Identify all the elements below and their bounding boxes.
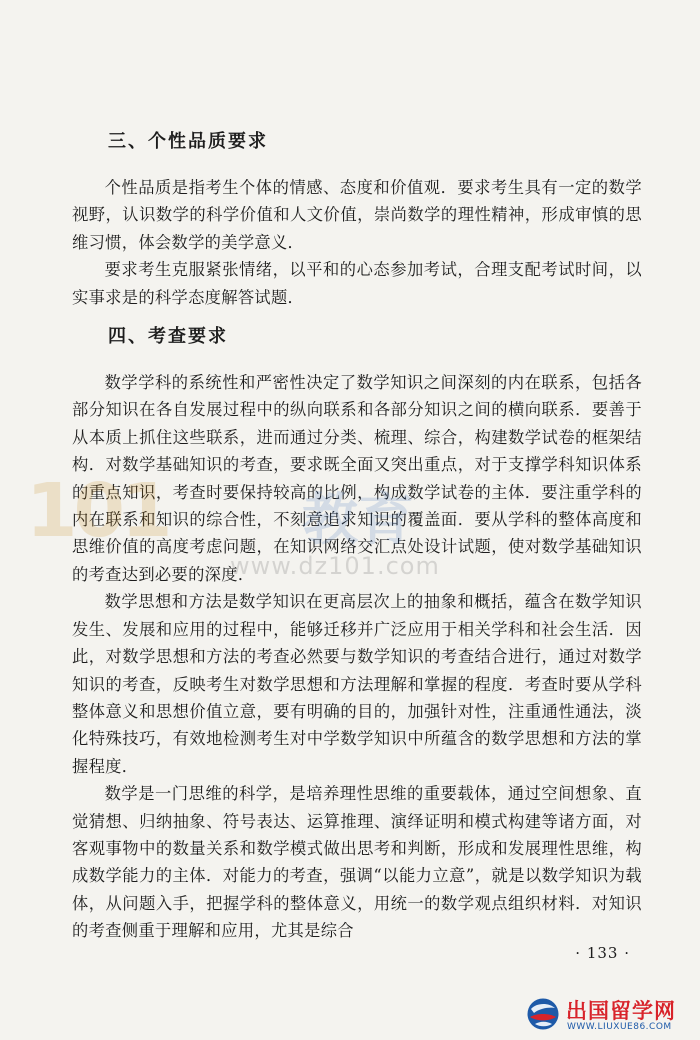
paragraph: 数学是一门思维的科学，是培养理性思维的重要载体，通过空间想象、直觉猜想、归纳抽象、符号表达、运算推理、演绎证明和模式构建等诸方面，对客观事物中的数量关系和数学模式做出思考和判断，形成和发展理性思维，构成数学能力的主体．对能力的考查，强调“以能力立意”，就是以数学知识为载体，从问题入手，把握学科的整体意义，用统一的数学观点组织材料．对知识的考查侧重于理解和应用，尤其是综合: [72, 784, 642, 941]
site-logo[interactable]: [524, 994, 694, 1036]
watermark-url: www.dz101.com: [230, 552, 440, 580]
section-heading: 四、考查要求: [108, 326, 228, 348]
page-number: · 133 ·: [575, 944, 630, 962]
globe-icon: [526, 997, 560, 1031]
paragraph: 数学思想和方法是数学知识在更高层次上的抽象和概括，蕴含在数学知识发生、发展和应用的过程中，能够迁移并广泛应用于相关学科和社会生活．因此，对数学思想和方法的考查必然要与数学知识的考查结合进行，通过对数学知识的考查，反映考生对数学思想和方法理解和掌握的程度．考查时要从学科整体意义和思想价值立意，要有明确的目的，加强针对性，注重通性通法，淡化特殊技巧，有效地检测考生对中学数学知识中所蕴含的数学思想和方法的掌握程度．: [72, 592, 642, 776]
paragraph: 个性品质是指考生个体的情感、态度和价值观．要求考生具有一定的数学视野，认识数学的科学价值和人文价值，崇尚数学的理性精神，形成审慎的思维习惯，体会数学的美学意义．: [72, 178, 642, 252]
site-logo-url: WWW.LIUXUE86.COM: [567, 1022, 672, 1032]
paragraph: 要求考生克服紧张情绪，以平和的心态参加考试，合理支配考试时间，以实事求是的科学态度解答试题．: [72, 260, 642, 307]
section-personality: [72, 128, 642, 311]
paragraph: 数学学科的系统性和严密性决定了数学知识之间深刻的内在联系，包括各部分知识在各自发展过程中的纵向联系和各部分知识之间的横向联系．要善于从本质上抓住这些联系，进而通过分类、梳理、综合，构建数学试卷的框架结构．对数学基础知识的考查，要求既全面又突出重点，对于支撑学科知识体系的重点知识，考查时要保持较高的比例，构成数学试卷的主体．要注重学科的内在联系和知识的综合性，不刻意追求知识的覆盖面．要从学科的整体高度和思维价值的高度考虑问题，在知识网络交汇点处设计试题，使对数学基础知识的考查达到必要的深度．: [72, 373, 642, 584]
site-logo-name: 出国留学网: [566, 999, 676, 1023]
section-heading: 三、个性品质要求: [108, 131, 268, 152]
watermark-brand: 教育: [302, 488, 414, 553]
document-body: [72, 128, 642, 945]
watermark-logo: 101: [26, 468, 169, 554]
section-assessment: [72, 323, 642, 945]
